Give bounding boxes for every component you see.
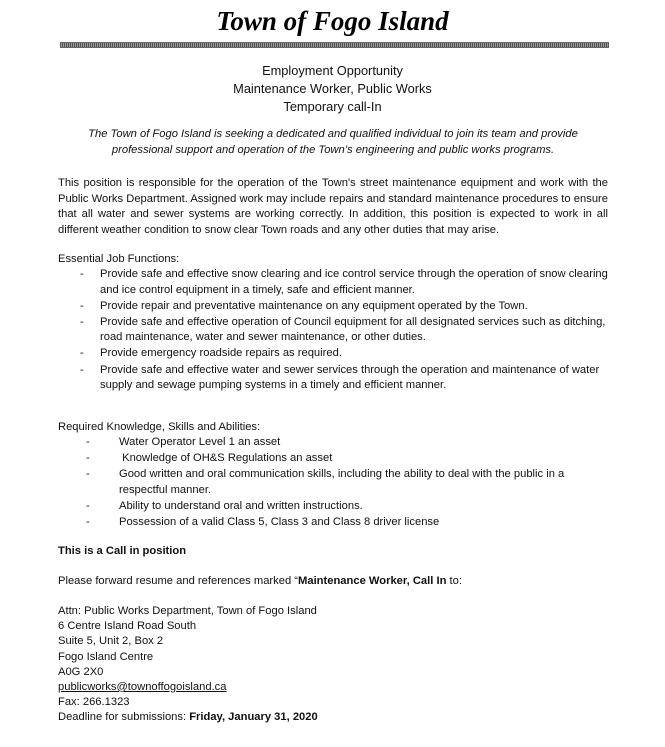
dash-bullet: - [80,347,84,360]
organization-title: Town of Fogo Island [216,6,449,36]
list-item-text: Good written and oral communication skills, including the ability to deal with the public in a respectful manner. [119,468,565,496]
list-item-text: Provide safe and effective water and sewer services through the operation and maintenance of water supply and sewage pumping systems in a timely and efficient manner. [100,363,600,392]
list-item [58,315,610,346]
requirements-list [58,435,610,531]
contact-address-line-1: 6 Centre Island Road South [58,620,197,633]
forward-marking: Maintenance Worker, Call In [298,575,447,587]
description-paragraph: This position is responsible for the operation of the Town's street maintenance equipment and work with the Public Works Department. Assigned work may include repairs and standard maintenance procedures to ensure that all water and sewer systems are working correctly. In addition, this position is expected to work in all different weather condition to snow clear Town roads and any other duties that may arise. [58,177,608,236]
dash-bullet: - [86,452,90,465]
list-item-text: Possession of a valid Class 5, Class 3 and Class 8 driver license [119,515,440,528]
heading-line-2: Maintenance Worker, Public Works [233,81,432,96]
list-item [58,363,610,394]
list-item [58,435,610,451]
intro-paragraph: The Town of Fogo Island is seeking a dedicated and qualified individual to join its team and provide professional support and operation of the Town’s engineering and public works programs. [88,128,578,156]
list-item-text: Ability to understand oral and written instructions. [119,499,363,512]
deadline-label: Deadline for submissions: [58,711,190,724]
list-item [58,515,610,531]
list-item [58,499,610,515]
list-item [58,299,610,315]
contact-address-line-2: Suite 5, Unit 2, Box 2 [58,635,164,648]
list-item-text: Provide emergency roadside repairs as required. [100,347,342,360]
call-in-note: This is a Call in position [58,545,187,557]
list-item [58,467,610,498]
forward-prefix: Please forward resume and references marked “ [58,575,299,587]
list-item [58,346,610,362]
title-divider [60,42,609,48]
list-item-text: Water Operator Level 1 an asset [119,436,281,448]
contact-block [58,604,318,726]
essential-functions-label: Essential Job Functions: [58,253,180,265]
dash-bullet: - [86,515,90,528]
dash-bullet: - [86,436,90,448]
dash-bullet: - [80,315,84,328]
dash-bullet: - [80,363,84,376]
deadline [58,710,318,725]
contact-fax: Fax: 266.1323 [58,696,130,709]
heading-line-3: Temporary call-In [283,99,382,114]
posting-heading [0,62,665,116]
essential-functions-list [58,267,610,394]
list-item-text: Provide safe and effective snow clearing and ice control service through the operation of snow clearing and ice control equipment in a timely, safe and efficient manner. [100,268,608,296]
deadline-date: Friday, January 31, 2020 [189,711,318,724]
dash-bullet: - [86,499,90,512]
contact-city: Fogo Island Centre [58,650,154,663]
dash-bullet: - [80,299,84,312]
heading-line-1: Employment Opportunity [262,63,403,78]
contact-postal-code: A0G 2X0 [58,665,104,678]
list-item [58,451,610,467]
list-item-text: Knowledge of OH&S Regulations an asset [119,452,333,465]
contact-email-link[interactable]: publicworks@townoffogoisland.ca [58,681,227,694]
forward-instructions [58,574,462,590]
forward-suffix: to: [446,575,462,587]
dash-bullet: - [80,268,84,280]
list-item [58,267,610,298]
contact-attn: Attn: Public Works Department, Town of Fogo Island [58,605,317,617]
list-item-text: Provide safe and effective operation of Council equipment for all designated services such as ditching, road maintenance, water and sewer maintenance, or other duties. [100,315,606,344]
dash-bullet: - [86,468,90,481]
list-item-text: Provide repair and preventative maintenance on any equipment operated by the Town. [100,299,528,312]
requirements-label: Required Knowledge, Skills and Abilities: [58,421,261,433]
